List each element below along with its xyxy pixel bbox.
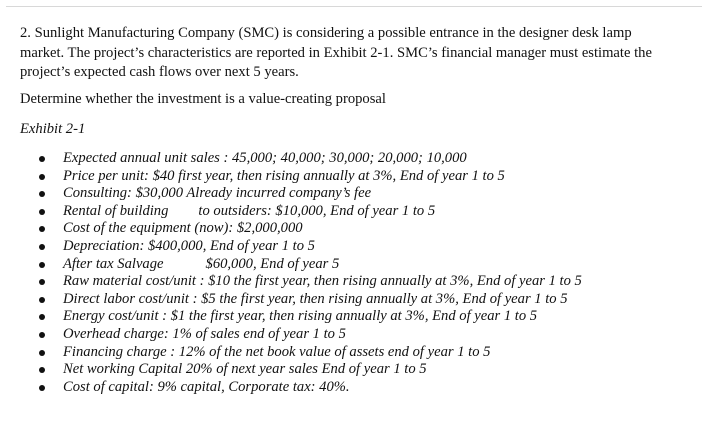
list-item-working-capital bbox=[0, 361, 582, 379]
exhibit-bullet-list bbox=[0, 150, 582, 396]
list-item-text-part-1: After tax Salvage bbox=[63, 255, 164, 272]
bullet-icon bbox=[39, 174, 45, 180]
list-item-cost-of-capital bbox=[0, 379, 582, 397]
list-item-text: Direct labor cost/unit : $5 the first year, then rising annually at 3%, End of year 1 to 5 bbox=[63, 290, 568, 307]
bullet-icon bbox=[39, 297, 45, 303]
list-item-text-part-2: to outsiders: $10,000, End of year 1 to 5 bbox=[198, 202, 436, 219]
list-item-equipment bbox=[0, 220, 582, 238]
list-item-raw-material bbox=[0, 273, 582, 291]
list-item-consulting bbox=[0, 185, 582, 203]
list-item-text: Energy cost/unit : $1 the first year, then rising annually at 3%, End of year 1 to 5 bbox=[63, 308, 538, 325]
list-item-salvage bbox=[0, 256, 582, 274]
list-item-text: Expected annual unit sales : 45,000; 40,000; 30,000; 20,000; 10,000 bbox=[63, 150, 467, 166]
list-item-text-part-1: Rental of building bbox=[63, 202, 169, 219]
list-item-direct-labor bbox=[0, 291, 582, 309]
bullet-icon bbox=[39, 191, 45, 197]
bullet-icon bbox=[39, 350, 45, 356]
question-line-1: 2. Sunlight Manufacturing Company (SMC) is considering a possible entrance in the designer desk lamp bbox=[20, 25, 632, 41]
list-item-text: Price per unit: $40 first year, then rising annually at 3%, End of year 1 to 5 bbox=[63, 167, 505, 184]
list-item-text: Financing charge : 12% of the net book value of assets end of year 1 to 5 bbox=[63, 343, 491, 360]
bullet-icon bbox=[39, 279, 45, 285]
list-item-financing bbox=[0, 344, 582, 362]
bullet-icon bbox=[39, 226, 45, 232]
bullet-icon bbox=[39, 367, 45, 373]
list-item-energy bbox=[0, 308, 582, 326]
top-divider bbox=[6, 6, 702, 7]
list-item-text: Depreciation: $400,000, End of year 1 to 5 bbox=[63, 237, 315, 254]
list-item-text: Cost of the equipment (now): $2,000,000 bbox=[63, 220, 303, 237]
bullet-icon bbox=[39, 262, 45, 268]
list-item-depreciation bbox=[0, 238, 582, 256]
question-paragraph bbox=[20, 24, 685, 83]
list-item-rental bbox=[0, 203, 582, 221]
exhibit-label: Exhibit 2-1 bbox=[20, 121, 86, 137]
list-item-text: Overhead charge: 1% of sales end of year 1 to 5 bbox=[63, 325, 346, 342]
bullet-icon bbox=[39, 332, 45, 338]
bullet-icon bbox=[39, 244, 45, 250]
question-line-3: project’s expected cash flows over next 5 years. bbox=[20, 64, 299, 80]
bullet-icon bbox=[39, 314, 45, 320]
list-item-unit-sales bbox=[0, 150, 582, 168]
question-line-2: market. The project’s characteristics are reported in Exhibit 2-1. SMC’s financial manager must estimate the bbox=[20, 44, 652, 61]
instruction-text: Determine whether the investment is a value-creating proposal bbox=[20, 91, 386, 107]
list-item-text-part-2: $60,000, End of year 5 bbox=[205, 255, 340, 272]
list-item-text: Raw material cost/unit : $10 the first year, then rising annually at 3%, End of year 1 to 5 bbox=[63, 273, 582, 290]
list-item-price bbox=[0, 168, 582, 186]
bullet-icon bbox=[39, 385, 45, 391]
list-item-text: Cost of capital: 9% capital, Corporate tax: 40%. bbox=[63, 378, 350, 395]
list-item-overhead bbox=[0, 326, 582, 344]
list-item-text: Consulting: $30,000 Already incurred company’s fee bbox=[63, 185, 372, 202]
bullet-icon bbox=[39, 156, 45, 162]
bullet-icon bbox=[39, 209, 45, 215]
list-item-text: Net working Capital 20% of next year sales End of year 1 to 5 bbox=[63, 361, 427, 378]
